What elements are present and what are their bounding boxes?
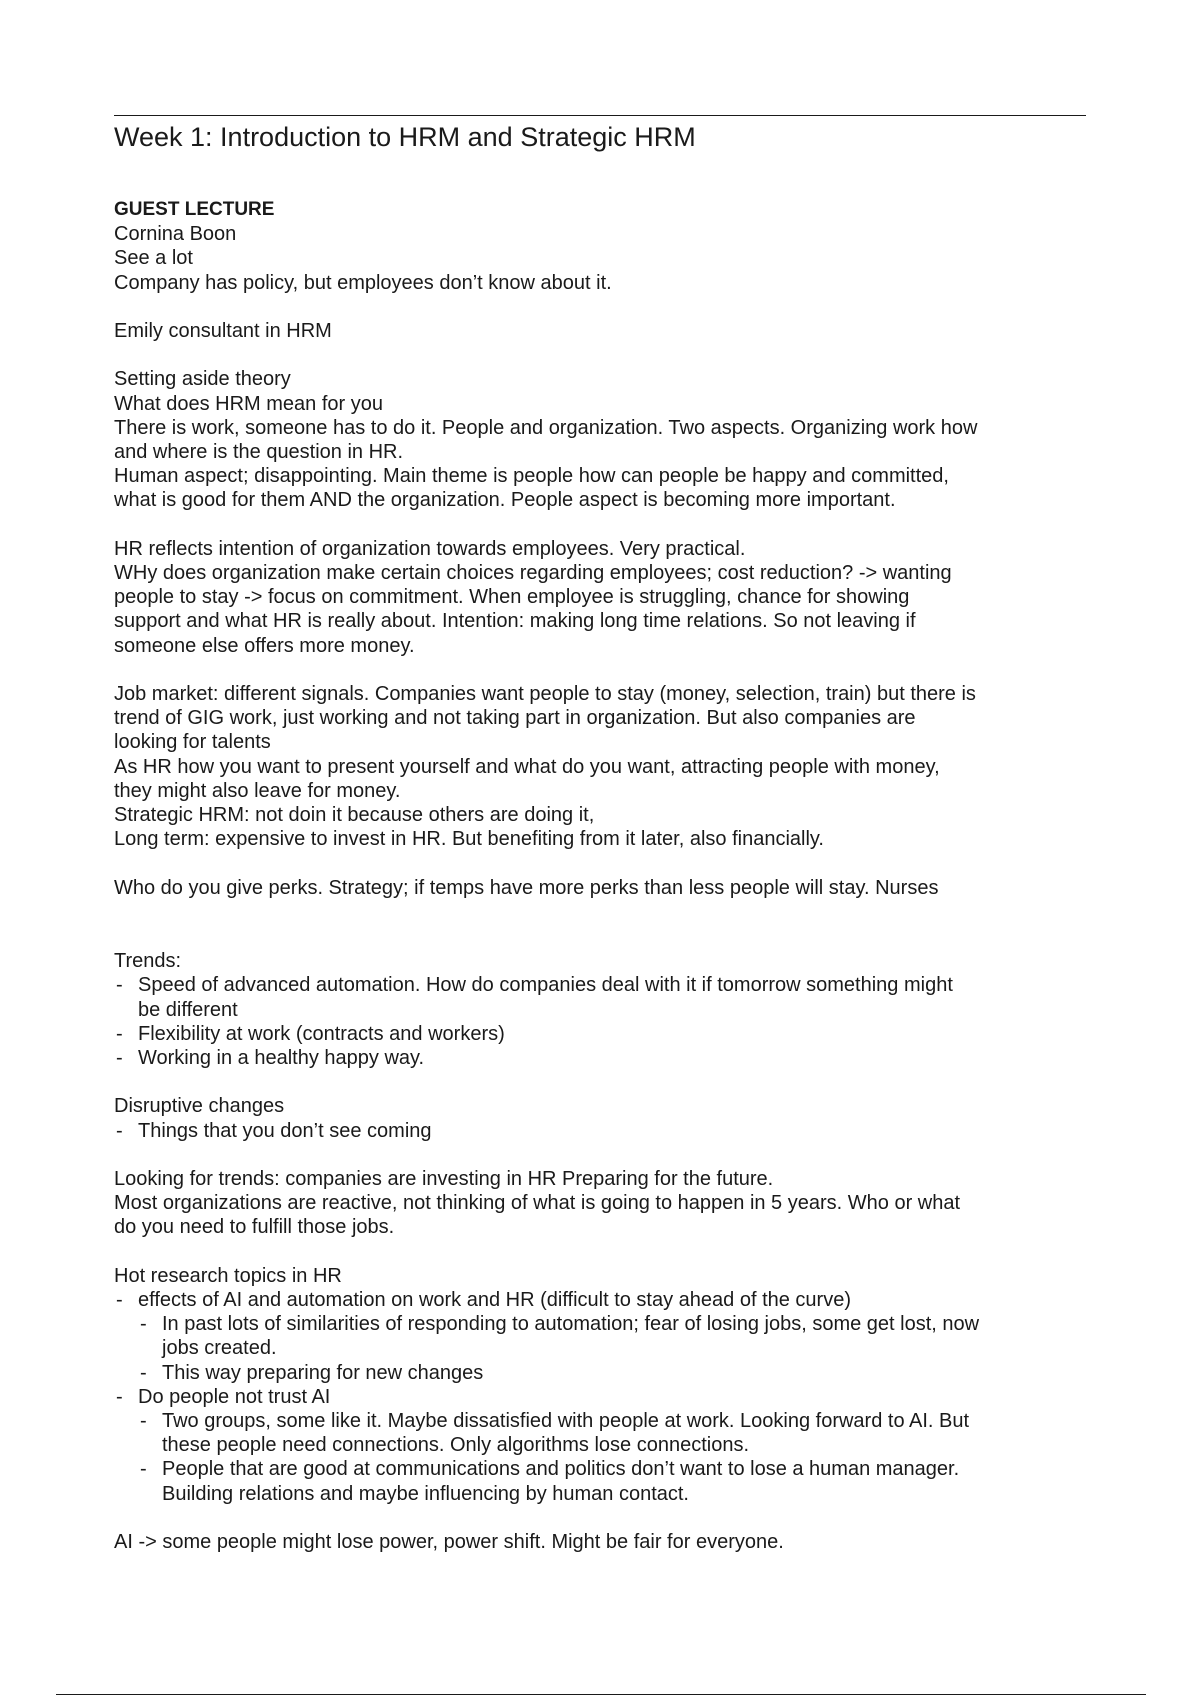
text-line: Emily consultant in HRM	[114, 320, 332, 342]
list-item: - Do people not trust AI - Two groups, some like it. Maybe dissatisfied with people at work. Looking forward to AI. But these people need connections. Only algorithms lose connections. - People that are good at communications and politics don’t want to lose a human manager. Building relations and maybe influencing by human contact.	[114, 1385, 1086, 1506]
hot-topics-list	[114, 1288, 1086, 1506]
list-item: - Working in a healthy happy way.	[114, 1046, 1086, 1070]
text-line: Strategic HRM: not doin it because others are doing it,	[114, 804, 595, 827]
text-line: What does HRM mean for you	[114, 392, 383, 415]
text-line: Human aspect; disappointing. Main theme is people how can people be happy and committed,	[114, 465, 949, 488]
page-title: Week 1: Introduction to HRM and Strategic HRM	[114, 122, 696, 152]
list-item: - Flexibility at work (contracts and workers)	[114, 1022, 1086, 1046]
text-line: support and what HR is really about. Intention: making long time relations. So not leaving if	[114, 610, 916, 633]
sub-list-item: - Two groups, some like it. Maybe dissatisfied with people at work. Looking forward to AI. But these people need connections. Only algorithms lose connections.	[138, 1409, 1086, 1457]
text-line: As HR how you want to present yourself and what do you want, attracting people with money,	[114, 755, 940, 778]
document-body	[114, 198, 1086, 1554]
text-line: people to stay -> focus on commitment. When employee is struggling, chance for showing	[114, 586, 910, 609]
list-item: - Things that you don’t see coming	[114, 1119, 1086, 1143]
guest-lecture-heading: GUEST LECTURE	[114, 199, 275, 220]
disruptive-heading: Disruptive changes	[114, 1095, 285, 1118]
page-bottom-rule	[56, 1694, 1146, 1695]
text-line: Who do you give perks. Strategy; if temps have more perks than less people will stay. Nurses	[114, 876, 939, 899]
text-line: There is work, someone has to do it. People and organization. Two aspects. Organizing work how	[114, 416, 978, 439]
sub-list-item: - In past lots of similarities of responding to automation; fear of losing jobs, some get lost, now jobs created.	[138, 1312, 1086, 1360]
text-line: Job market: different signals. Companies want people to stay (money, selection, train) but there is	[114, 683, 976, 705]
text-line: do you need to fulfill those jobs.	[114, 1216, 395, 1239]
text-line: Company has policy, but employees don’t know about it.	[114, 271, 612, 294]
sub-list-item: - People that are good at communications and politics don’t want to lose a human manager. Building relations and maybe influencing by human contact.	[138, 1457, 1086, 1505]
text-line: Looking for trends: companies are investing in HR Preparing for the future.	[114, 1168, 774, 1190]
sub-list	[138, 1409, 1086, 1506]
text-line: they might also leave for money.	[114, 779, 401, 802]
text-line: Most organizations are reactive, not thinking of what is going to happen in 5 years. Who or what	[114, 1192, 961, 1215]
sub-list-item: - This way preparing for new changes	[138, 1361, 1086, 1385]
text-line: Long term: expensive to invest in HR. But benefiting from it later, also financially.	[114, 828, 824, 851]
text-line: AI -> some people might lose power, power shift. Might be fair for everyone.	[114, 1531, 784, 1554]
trends-heading: Trends:	[114, 950, 182, 973]
list-item: - Speed of advanced automation. How do companies deal with it if tomorrow something might be different	[114, 973, 1086, 1021]
text-line: someone else offers more money.	[114, 634, 415, 657]
text-line: Setting aside theory	[114, 368, 291, 391]
text-line: See a lot	[114, 247, 193, 270]
text-line: HR reflects intention of organization towards employees. Very practical.	[114, 537, 746, 560]
text-line: and where is the question in HR.	[114, 441, 404, 463]
text-line: Cornina Boon	[114, 223, 237, 246]
text-line: trend of GIG work, just working and not taking part in organization. But also companies are	[114, 707, 916, 730]
sub-list	[138, 1312, 1086, 1385]
text-line: what is good for them AND the organization. People aspect is becoming more important.	[114, 489, 896, 512]
text-line: looking for talents	[114, 731, 271, 754]
list-item: - effects of AI and automation on work and HR (difficult to stay ahead of the curve) - In past lots of similarities of responding to automation; fear of losing jobs, some get lost, now jobs created. - This way preparing for new changes	[114, 1288, 1086, 1385]
hot-topics-heading: Hot research topics in HR	[114, 1264, 342, 1287]
title-top-rule	[114, 115, 1086, 116]
text-line: WHy does organization make certain choices regarding employees; cost reduction? -> wanting	[114, 562, 952, 584]
disruptive-list	[114, 1119, 1086, 1143]
trends-list	[114, 973, 1086, 1070]
